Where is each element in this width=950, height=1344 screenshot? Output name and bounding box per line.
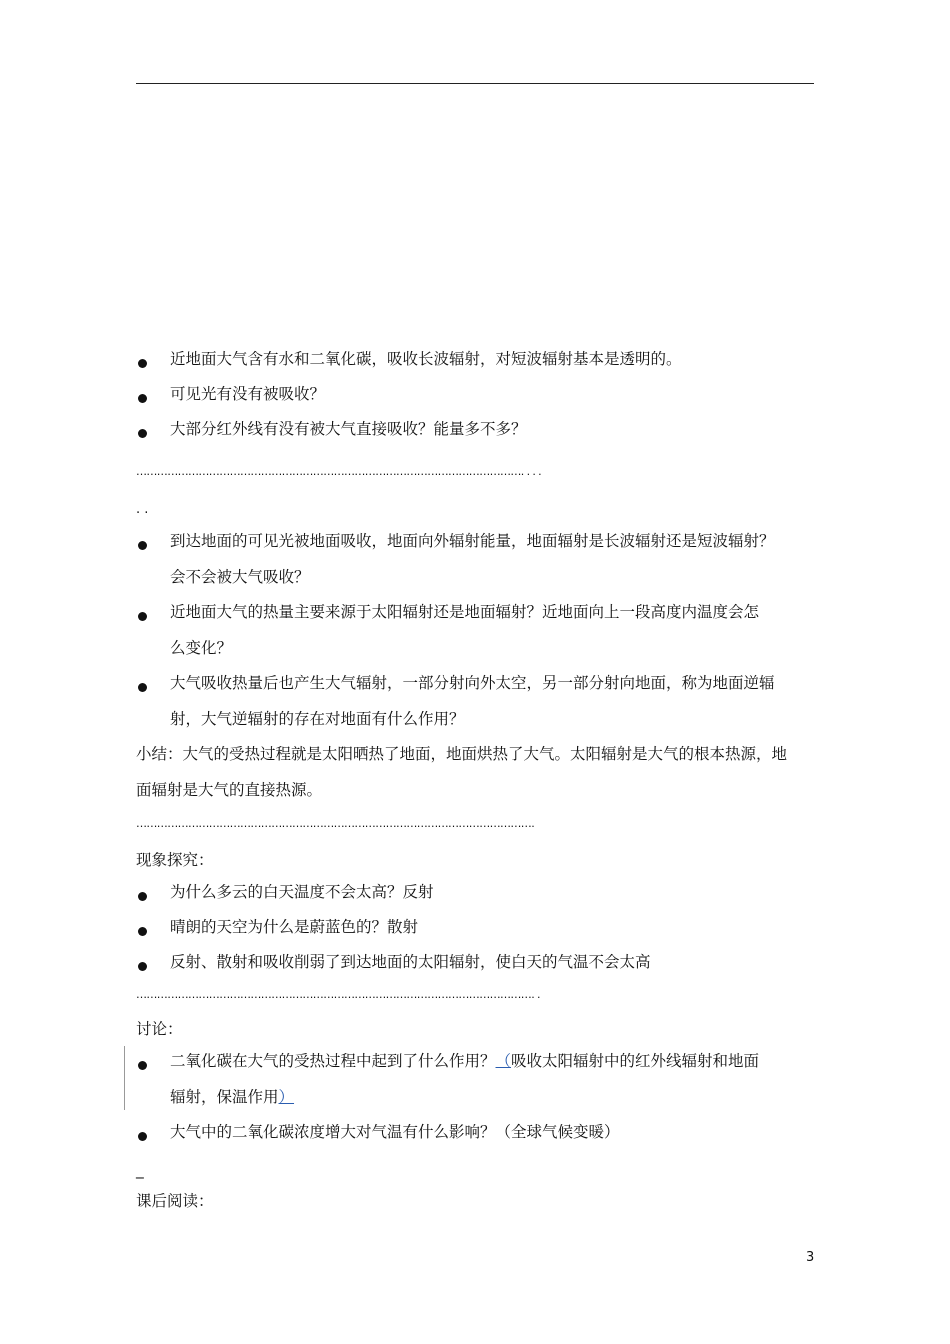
list-item-text-continued: 么变化？: [170, 639, 233, 657]
summary-line: 小结：大气的受热过程就是太阳晒热了地面，地面烘热了大气。太阳辐射是大气的根本热源，地: [136, 745, 788, 763]
bullet-dot-icon: [138, 612, 147, 621]
dotted-separator-continuation: . .: [136, 502, 149, 517]
list-item-text: 近地面大气含有水和二氧化碳，吸收长波辐射，对短波辐射基本是透明的。: [170, 350, 682, 368]
dotted-separator: …………………………………………………………………………………………………. . . .: [136, 465, 542, 478]
bullet-dot-icon: [138, 394, 147, 403]
discussion-question: 二氧化碳在大气的受热过程中起到了什么作用？: [170, 1052, 496, 1070]
bullet-dot-icon: [138, 962, 147, 971]
revision-bar: [124, 1046, 125, 1110]
dotted-separator: ……………………………………………………………………………………………………. .: [136, 988, 540, 1001]
bullet-dot-icon: [138, 1061, 147, 1070]
bullet-dot-icon: [138, 359, 147, 368]
list-item-text: 近地面大气的热量主要来源于太阳辐射还是地面辐射？近地面向上一段高度内温度会怎: [170, 603, 760, 621]
list-item-text: [170, 1043, 818, 1079]
bullet-dot-icon: [138, 429, 147, 438]
section-heading-phenomena: 现象探究：: [136, 851, 214, 869]
list-item-text: 大气吸收热量后也产生大气辐射，一部分射向外太空，另一部分射向地面，称为地面逆辐: [170, 674, 775, 692]
list-item-text: 大部分红外线有没有被大气直接吸收？能量多不多？: [170, 420, 527, 438]
summary-line: 面辐射是大气的直接热源。: [136, 781, 323, 799]
list-item-text: 大气中的二氧化碳浓度增大对气温有什么影响？（全球气候变暖）: [170, 1123, 620, 1141]
underscore-mark: _: [136, 1161, 144, 1179]
list-item-text: 反射、散射和吸收削弱了到达地面的太阳辐射，使白天的气温不会太高: [170, 953, 651, 971]
list-item-text-continued: 射，大气逆辐射的存在对地面有什么作用？: [170, 710, 465, 728]
list-item-text: 到达地面的可见光被地面吸收，地面向外辐射能量，地面辐射是长波辐射还是短波辐射？: [170, 532, 775, 550]
bullet-dot-icon: [138, 541, 147, 550]
list-item-text: 为什么多云的白天温度不会太高？反射: [170, 883, 434, 901]
section-heading-discussion: 讨论：: [136, 1020, 183, 1038]
list-item-text: 可见光有没有被吸收？: [170, 385, 326, 403]
answer-text: 吸收太阳辐射中的红外线辐射和地面: [511, 1052, 760, 1070]
bullet-dot-icon: [138, 1132, 147, 1141]
page-number: 3: [806, 1250, 815, 1265]
answer-close-paren: ）: [278, 1088, 295, 1106]
bullet-dot-icon: [138, 892, 147, 901]
header-rule: [136, 83, 814, 84]
list-item-text-continued: [170, 1079, 818, 1115]
bullet-dot-icon: [138, 927, 147, 936]
list-item-text: 晴朗的天空为什么是蔚蓝色的？散射: [170, 918, 419, 936]
answer-open-paren: （: [495, 1052, 512, 1070]
list-item-text-continued: 会不会被大气吸收？: [170, 568, 310, 586]
section-heading-reading: 课后阅读：: [136, 1192, 214, 1210]
dotted-separator: …………………………………………………………………………………………………….: [136, 817, 535, 830]
bullet-dot-icon: [138, 683, 147, 692]
answer-text: 辐射，保温作用: [170, 1088, 279, 1106]
